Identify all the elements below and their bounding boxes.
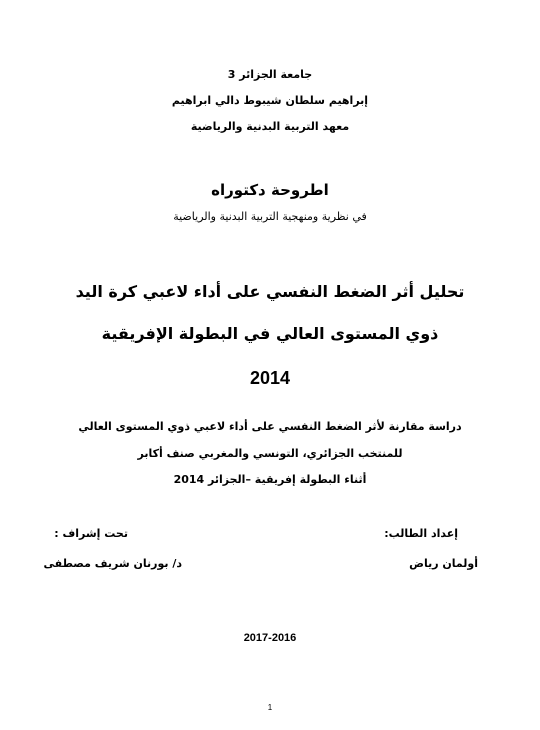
prepared-by-label: إعداد الطالب:: [384, 527, 458, 540]
supervisor-label: تحت إشراف :: [54, 527, 128, 540]
academic-year: 2017-2016: [243, 632, 297, 644]
thesis-kind: اطروحة دكتوراه: [211, 181, 329, 199]
thesis-title-year: 2014: [249, 368, 291, 388]
supervisor-name: د/ بورنان شريف مصطفى: [43, 557, 182, 570]
institute-name: معهد التربية البدنية والرياضية: [190, 120, 350, 133]
thesis-subtitle-line-3: أثناء البطولة إفريقية –الجزائر 2014: [173, 473, 367, 486]
thesis-subtitle-line-2: للمنتخب الجزائري، التونسي والمغربي صنف أكابر: [137, 447, 403, 460]
thesis-field: في نظرية ومنهجية التربية البدنية والرياضية: [173, 210, 367, 223]
thesis-subtitle-line-1: دراسة مقارنة لأثر الضغط النفسي على أداء لاعبي ذوي المستوى العالي: [78, 420, 462, 433]
university-location: إبراهيم سلطان شيبوط دالي ابراهيم: [171, 94, 369, 107]
thesis-title-line-1: تحليل أثر الضغط النفسي على أداء لاعبي كرة اليد: [75, 282, 465, 301]
university-name: جامعة الجزائر 3: [227, 68, 313, 81]
student-name: أولمان رياض: [409, 557, 478, 570]
page-number: 1: [267, 703, 273, 712]
thesis-title-line-2: ذوي المستوى العالي في البطولة الإفريقية: [101, 324, 439, 343]
